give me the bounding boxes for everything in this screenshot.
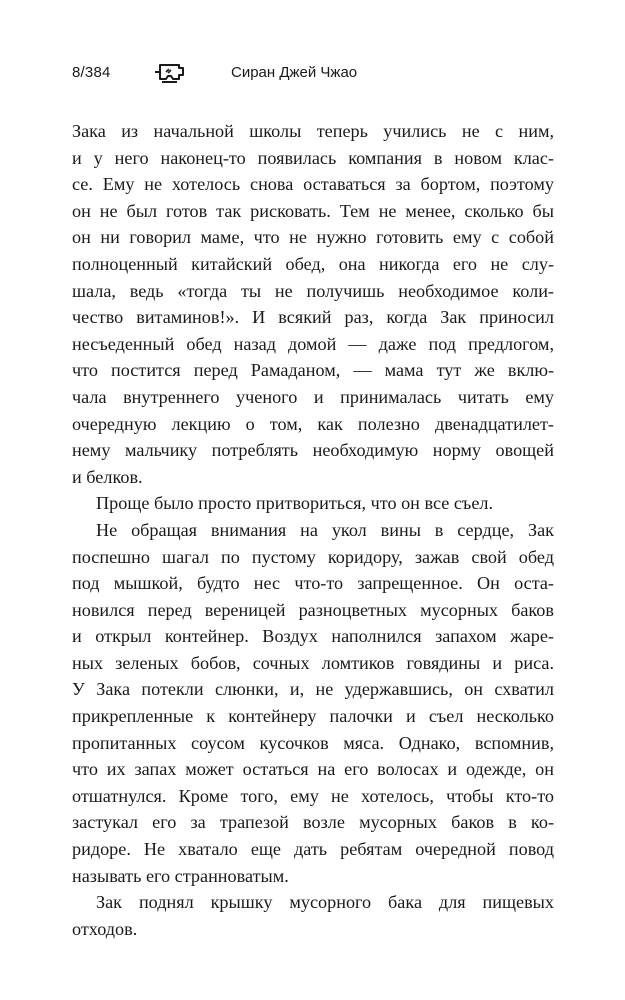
text-line: и белков. [72,466,143,487]
text-line: отходов. [72,918,138,939]
text-line: что их запах может остаться на его волосах и одежде, он [72,759,554,780]
text-line: очередную лекцию о том, как полезно двенадцатилет- [72,413,554,434]
text-line: несъеденный обед назад домой — даже под предлогом, [72,333,554,354]
text-line: и у него наконец-то появилась компания в новом клас- [72,147,554,168]
paragraph-start-line: Не обращая внимания на укол вины в сердце, Зак [96,519,554,540]
author-name: Сиран Джей Чжао [231,64,358,81]
text-line: пропитанных соусом кусочков мяса. Однако, вспомнив, [72,732,554,753]
text-line: Зака из начальной школы теперь учились не с ним, [72,121,554,141]
text-line: прикрепленные к контейнеру палочки и съел несколько [72,706,554,727]
text-line: поспешно шагал по пустому коридору, зажав свой обед [72,546,554,567]
paragraph-start-line: Зак поднял крышку мусорного бака для пищевых [96,892,554,913]
text-line: он не был готов так рисковать. Тем не менее, сколько бы [72,200,554,221]
text-line: новился перед вереницей разноцветных мусорных баков [72,599,554,620]
text-line: чество витаминов!». И всякий раз, когда Зак приносил [72,307,554,328]
text-line: что постится перед Рамаданом, — мама тут же вклю- [72,360,554,381]
body-text [72,118,554,942]
text-line: полноценный китайский обед, она никогда его не слу- [72,253,554,274]
text-line: нему мальчику потреблять необходимую норму овощей [72,440,554,461]
page-number: 8/384 [72,64,111,81]
text-line: У Зака потекли слюнки, и, не удержавшись, он схватил [72,679,554,700]
text-line: застукал его за трапезой возле мусорных баков в ко- [72,812,554,833]
text-line: шала, ведь «тогда ты не получишь необходимое коли- [72,280,554,301]
text-line: чала внутреннего ученого и принималась читать ему [72,386,554,407]
book-publisher-logo-icon [152,62,186,84]
text-line: и открыл контейнер. Воздух наполнился запахом жаре- [72,626,554,647]
text-line: ридоре. Не хватало еще дать ребятам очередной повод [72,839,554,860]
text-line: называть его странноватым. [72,865,289,886]
text-line: ных зеленых бобов, сочных ломтиков говядины и риса. [72,652,554,673]
text-line: отшатнулся. Кроме того, ему не хотелось, чтобы кто-то [72,785,554,806]
text-line: под мышкой, будто нес что-то запрещенное. Он оста- [72,573,554,594]
text-line: се. Ему не хотелось снова оставаться за бортом, поэтому [72,174,554,195]
paragraph-start-line: Проще было просто притвориться, что он все съел. [96,493,494,514]
text-line: он ни говорил маме, что не нужно готовить ему с собой [72,227,554,248]
